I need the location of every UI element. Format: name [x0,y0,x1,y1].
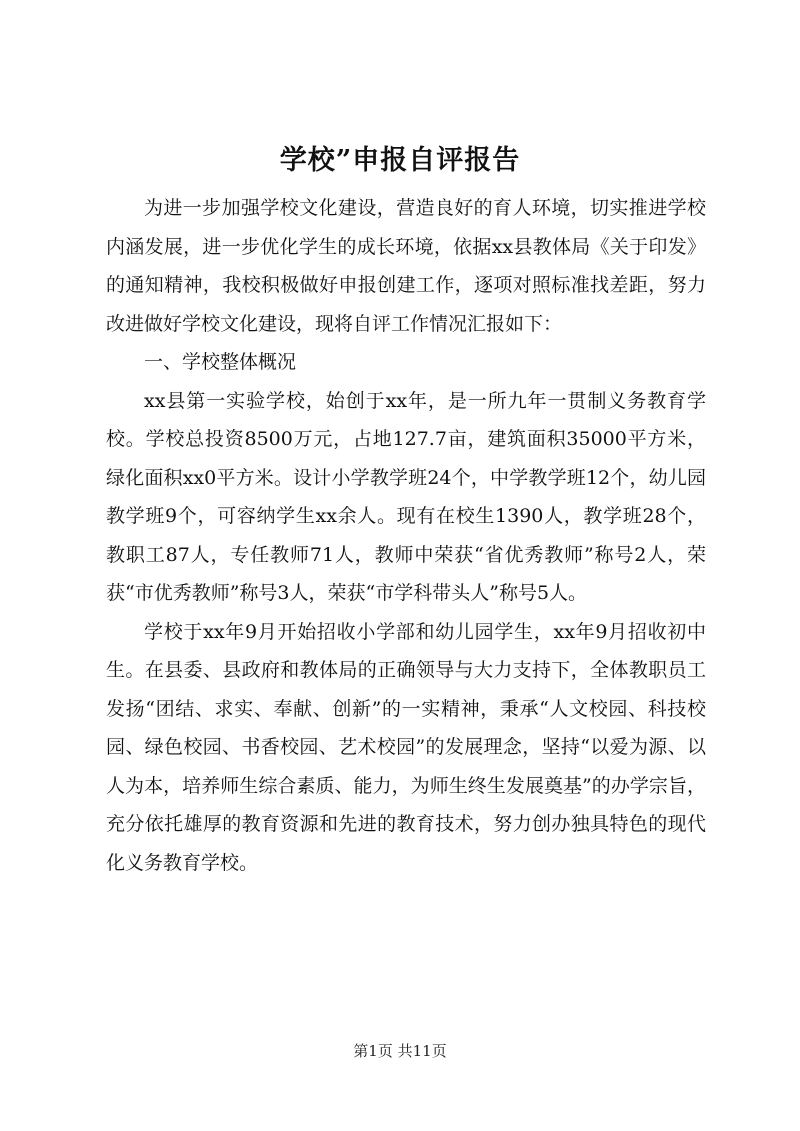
overview-paragraph: xx县第一实验学校，始创于xx年，是一所九年一贯制义务教育学校。学校总投资8500万元，占地127.7亩，建筑面积35000平方米，绿化面积xx0平方米。设计小学教学班24个，中学教学班12个，幼儿园教学班9个，可容纳学生xx余人。现有在校生1390人，教学班28个，教职工87人，专任教师71人，教师中荣获“省优秀教师”称号2人，荣获“市优秀教师”称号3人，荣获“市学科带头人”称号5人。 [106,389,706,604]
page-number: 第1页 共11页 [353,1042,447,1060]
section-heading: 一、学校整体概况 [144,351,297,373]
document-body [106,189,706,882]
intro-paragraph: 为进一步加强学校文化建设，营造良好的育人环境，切实推进学校内涵发展，进一步优化学生的成长环境，依据xx县教体局《关于印发》的通知精神，我校积极做好申报创建工作，逐项对照标准找差距，努力改进做好学校文化建设，现将自评工作情况汇报如下： [106,197,706,335]
document-title: 学校”申报自评报告 [279,145,521,176]
history-paragraph: 学校于xx年9月开始招收小学部和幼儿园学生，xx年9月招收初中生。在县委、县政府和教体局的正确领导与大力支持下，全体教职员工发扬“团结、求实、奉献、创新”的一实精神，秉承“人文校园、科技校园、绿色校园、书香校园、艺术校园”的发展理念，坚持“以爱为源、以人为本，培养师生综合素质、能力，为师生终生发展奠基”的办学宗旨，充分依托雄厚的教育资源和先进的教育技术，努力创办独具特色的现代化义务教育学校。 [106,620,706,874]
